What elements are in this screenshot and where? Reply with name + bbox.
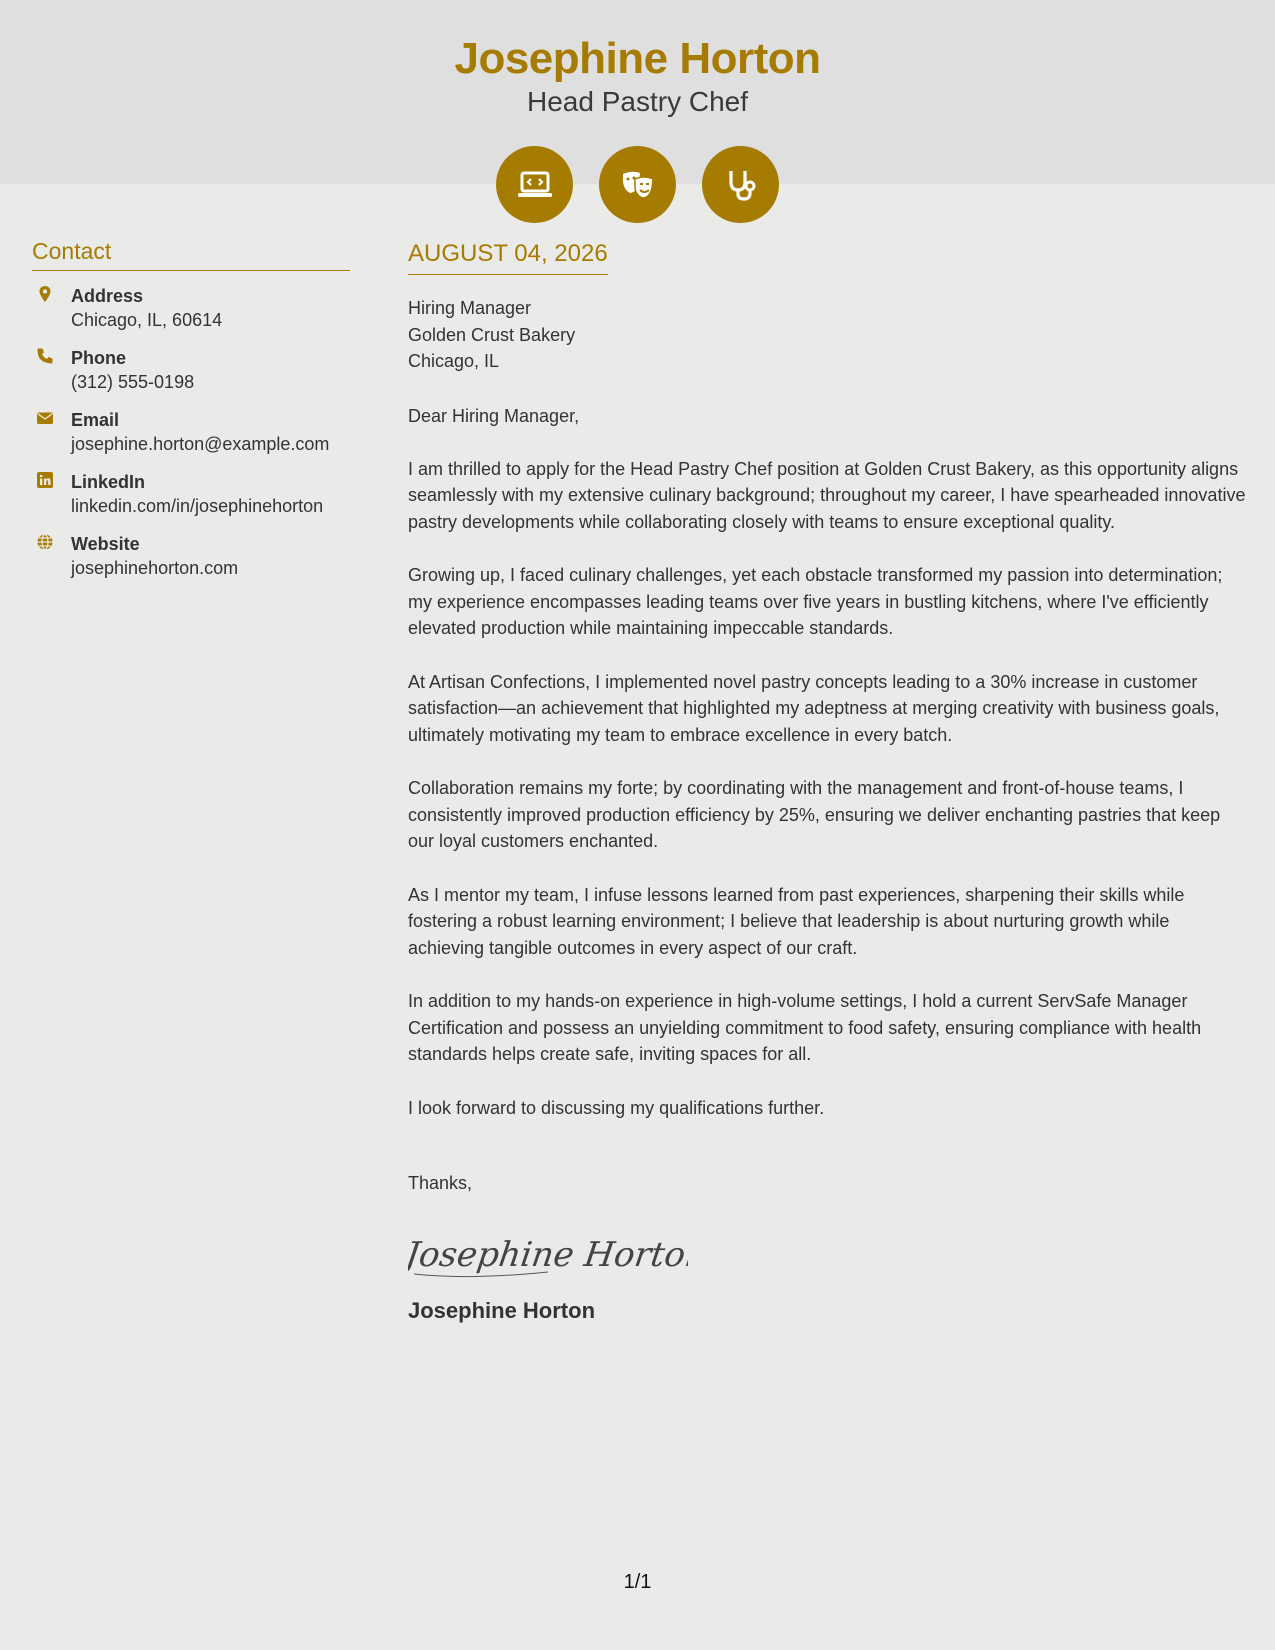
theater-masks-badge bbox=[599, 146, 676, 223]
theater-masks-icon bbox=[618, 165, 658, 205]
laptop-code-icon bbox=[515, 165, 555, 205]
letter-paragraph: Growing up, I faced culinary challenges, yet each obstacle transformed my passion into determination; my experience encompasses leading teams over five years in bustling kitchens, where I've efficiently elevated production while maintaining impeccable standards. bbox=[408, 565, 1223, 638]
letter-paragraph: At Artisan Confections, I implemented novel pastry concepts leading to a 30% increase in customer satisfaction—an achievement that highlighted my adeptness at merging creativity with business goals, ultimately motivating my team to embrace excellence in every batch. bbox=[408, 671, 1220, 745]
job-title: Head Pastry Chef bbox=[527, 86, 748, 117]
phone-value: (312) 555-0198 bbox=[71, 372, 195, 392]
email-value[interactable]: josephine.horton@example.com bbox=[71, 434, 330, 454]
linkedin-value[interactable]: linkedin.com/in/josephinehorton bbox=[71, 496, 324, 516]
recipient-line: Hiring Manager bbox=[408, 298, 532, 318]
contact-email bbox=[32, 408, 350, 457]
recipient-line: Golden Crust Bakery bbox=[408, 324, 576, 345]
globe-icon bbox=[36, 533, 54, 551]
handwritten-signature bbox=[408, 1224, 1248, 1284]
letter-paragraph: Collaboration remains my forte; by coordinating with the management and front-of-house teams, I consistently improved production efficiency by 25%, ensuring we deliver enchanting pastries that keep our loyal customers enchanted. bbox=[408, 778, 1221, 851]
website-label: Website bbox=[71, 534, 140, 554]
page-number: 1/1 bbox=[623, 1571, 652, 1593]
letter-paragraph: I look forward to discussing my qualifications further. bbox=[408, 1097, 825, 1118]
letter-body bbox=[408, 240, 1248, 1324]
recipient-block bbox=[408, 295, 1248, 375]
contact-phone bbox=[32, 346, 350, 395]
address-label: Address bbox=[71, 286, 144, 306]
contact-sidebar bbox=[32, 238, 350, 581]
letter-paragraph: As I mentor my team, I infuse lessons learned from past experiences, sharpening their skills while fostering a robust learning environment; I believe that leadership is about nurturing growth while achieving tangible outcomes in every aspect of our craft. bbox=[408, 884, 1185, 958]
phone-icon bbox=[36, 347, 54, 365]
stethoscope-badge bbox=[702, 146, 779, 223]
contact-heading: Contact bbox=[32, 238, 350, 271]
envelope-icon bbox=[36, 409, 54, 427]
signer-name: Josephine Horton bbox=[408, 1298, 596, 1323]
letter-paragraph: In addition to my hands-on experience in high-volume settings, I hold a current ServSafe Manager Certification and possess an unyielding commitment to food safety, ensuring compliance with health standards helps create safe, inviting spaces for all. bbox=[408, 991, 1202, 1064]
letter-paragraph: I am thrilled to apply for the Head Pastry Chef position at Golden Crust Bakery, as this opportunity aligns seamlessly with my extensive culinary background; throughout my career, I have spearheaded innovative pastry developments while collaborating closely with teams to ensure exceptional quality. bbox=[408, 458, 1246, 532]
website-value[interactable]: josephinehorton.com bbox=[71, 558, 239, 578]
contact-website bbox=[32, 532, 350, 581]
contact-address bbox=[32, 284, 350, 333]
closing: Thanks, bbox=[408, 1173, 473, 1193]
salutation: Dear Hiring Manager, bbox=[408, 405, 580, 426]
linkedin-label: LinkedIn bbox=[71, 472, 146, 492]
signature-image bbox=[408, 1224, 688, 1284]
linkedin-icon bbox=[36, 471, 54, 489]
badge-row bbox=[496, 146, 779, 223]
contact-linkedin bbox=[32, 470, 350, 519]
address-value: Chicago, IL, 60614 bbox=[71, 310, 223, 330]
svg-text:Josephine Horton: Josephine Horton bbox=[408, 1235, 688, 1275]
recipient-line: Chicago, IL bbox=[408, 351, 500, 371]
phone-label: Phone bbox=[71, 348, 127, 368]
letter-date: AUGUST 04, 2026 bbox=[408, 240, 608, 275]
map-pin-icon bbox=[36, 285, 54, 303]
applicant-name: Josephine Horton bbox=[454, 34, 821, 83]
stethoscope-icon bbox=[721, 165, 761, 205]
laptop-code-badge bbox=[496, 146, 573, 223]
email-label: Email bbox=[71, 410, 120, 430]
